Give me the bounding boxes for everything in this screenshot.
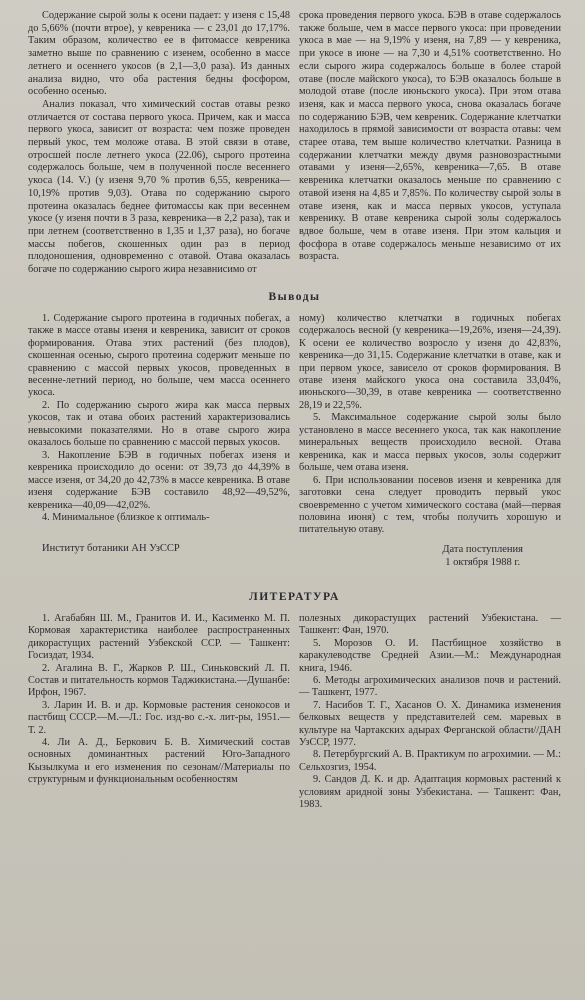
reference-item: 6. Методы агрохимических анализов почв и растений. — Ташкент, 1977. [299,674,561,699]
body-left-column [28,10,290,277]
body-paragraph: Содержание сырой золы к осени падает: у изеня с 15,48 до 5,66% (почти втрое), у кевреника — с 23,01 до 17,17%. Таким образом, количество ее в фитомассе кевреника заметно выше по сравнению с изенем, особенно в массе летнего и осеннего укосов (в 2,1—3,0 раза). Из данных анализа видно, что оба растения бедны фосфором, особенно осенью. [28,10,290,98]
conclusion-item: 6. При использовании посевов изеня и кевреника для заготовки сена следует проводить первый укос своевременно с учетом химического состава (май—первая половина июня) с тем, чтобы получить хорошую и питательную отаву. [299,474,561,536]
reference-item: 1. Агабабян Ш. М., Гранитов И. И., Касименко М. П. Кормовая характеристика наиболее распространенных дикорастущих растений Узбекской ССР. — Ташкент: Госиздат, 1934. [28,612,290,662]
literature-right-column [299,613,561,812]
conclusion-item: 3. Накопление БЭВ в годичных побегах изеня и кевреника происходило до осени: от 39,73 до 44,39% в массе изеня, от 34,20 до 42,73% в массе кевреника. В отаве изеня содержание БЭВ составило 48,92—49,52%, кевреника—40,09—42,02%. [28,449,290,511]
body-right-column [299,10,561,277]
reference-item: 2. Агалина В. Г., Жарков Р. Ш., Синьковский Л. П. Состав и питательность кормов Таджикистана.—Душанбе: Ирфон, 1967. [28,662,290,699]
reference-item: 9. Сандов Д. К. и др. Адаптация кормовых растений к условиям аридной зоны Узбекистана. — Ташкент: Фан, 1983. [299,774,561,811]
conclusion-item: 5. Максимальное содержание сырой золы было установлено в массе весеннего укоса, так как накопление минеральных веществ происходило весной. Отава кевреника, как и масса первых укосов, золы содержит больше, чем отава изеня. [299,412,561,474]
reference-item: полезных дикорастущих растений Узбекистана. — Ташкент: Фан, 1970. [299,612,561,637]
body-paragraph: срока проведения первого укоса. БЭВ в отаве содержалось также больше, чем в массе первого укоса: при проведении укоса в мае — на 9,19% у изеня, на 7,89 — у кевреника, при укосе в июне — на 7,30 и 4,51% соответственно. Но если сырого жира содержалось больше в более старой отаве (после майского укоса), то БЭВ оказалось больше в молодой отаве (после июньского укоса). При этом отава изеня, как и масса первого укоса, снова оказалась богаче по содержанию БЭВ, чем кевреник. Содержание клетчатки находилось в прямой зависимости от возраста отавы: чем старее отава, тем выше количество клетчатки. Разница в содержании клетчатки между двумя разновозрастными отавами у изеня—2,65%, кевреника—7,65. В отаве кевреника клетчатки оказалось меньше по сравнению с отавой изеня на 4,85 и 7,85%. По количеству сырой золы в отаве изеня, как и масса первых укосов, уступала кевренику. В отаве кевреника сырой золы содержалось вдвое больше, чем в отаве изеня. При этом кальция и фосфора в отаве содержалось меньше независимо от их возраста. [299,10,561,263]
conclusions-section [28,313,561,537]
affiliation-row [28,543,561,569]
institution-affiliation: Институт ботаники АН УзССР [42,542,180,554]
reference-item: 3. Ларин И. В. и др. Кормовые растения сенокосов и пастбищ СССР.—М.—Л.: Гос. изд-во с.-х. лит-ры, 1951.—Т. 2. [28,699,290,736]
conclusions-right-column [299,313,561,537]
received-date-block [442,543,523,569]
conclusion-item: 2. По содержанию сырого жира как масса первых укосов, так и отава обоих растений характеризовались невысокими показателями. Но в отаве сырого жира оказалось больше по сравнению с массой первых укосов. [28,399,290,449]
reference-item: 8. Петербургский А. В. Практикум по агрохимии. — М.: Сельхозгиз, 1954. [299,749,561,773]
body-paragraph: Анализ показал, что химический состав отавы резко отличается от состава первого укоса. Причем, как и масса первого укоса, зависит от возраста: чем позже проведен первый укос, тем моложе отава. В этой связи в отаве, отросшей после летнего укоса (22.06), сырого протеина содержалось больше, чем в полученной после весеннего укоса (14. V.) (у изеня 9,70 % против 6,55, кевреника—10,19% против 9,03). Отава по содержанию сырого протеина оказалась беднее фитомассы как при весеннем укосе (у изеня почти в 3 раза, кевреника—в 2,2 раза), так и при летнем (соответственно в 1,35 и 1,37 раза), но богаче массы побегов, скошенных один раз в период плодоношения, одновременно с отавой. Отава оказалась богаче по содержанию сырого жира незавнисимо от [28,98,290,276]
received-date: 1 октября 1988 г. [445,556,521,568]
conclusions-left-column [28,313,290,537]
conclusions-heading: Выводы [268,290,321,303]
conclusion-item: ному) количество клетчатки в годичных побегах содержалось весной (у кевреника—19,26%, изеня—24,39). К осени ее количество возросло у изеня до 42,83%, кевреника—до 31,15. Содержание клетчатки в отаве, как и при первом укосе, зависело от сроков формирования. В отаве изеня майского укоса она составила 33,04%, июньского—30,39, в отаве кевреника — соответственно 28,19 и 22,5%. [299,312,561,411]
conclusion-item: 1. Содержание сырого протеина в годичных побегах, а также в массе отавы изеня и кевреника, зависит от сроков формирования. Отава этих растений (без плодов), скошенная осенью, сырого протеина содержит меньше по сравнению с массой первых укосов, проведенных в весенне-летний период, но больше, чем масса осеннего укоса. [28,312,290,399]
reference-item: 5. Морозов О. И. Пастбищное хозяйство в каракулеводстве Средней Азии.—М.: Международная книга, 1946. [299,637,561,674]
reference-item: 4. Ли А. Д., Беркович Б. В. Химический состав основных доминантных растений Юго-Западного Кызылкума и его изменения по сезонам//Материалы по структурным и функциональным особенностям [28,736,290,786]
body-text-section [28,10,561,277]
conclusion-item: 4. Минимальное (близкое к оптималь- [42,512,210,524]
literature-section [28,613,561,812]
literature-heading: ЛИТЕРАТУРА [249,590,340,603]
literature-left-column [28,613,290,812]
received-label: Дата поступления [442,543,523,555]
reference-item: 7. Насибов Т. Г., Хасанов О. Х. Динамика изменения белковых веществ у представителей сем. маревых в культуре на Чартакских адырах Ферганской области//ДАН УзССР, 1977. [299,699,561,748]
